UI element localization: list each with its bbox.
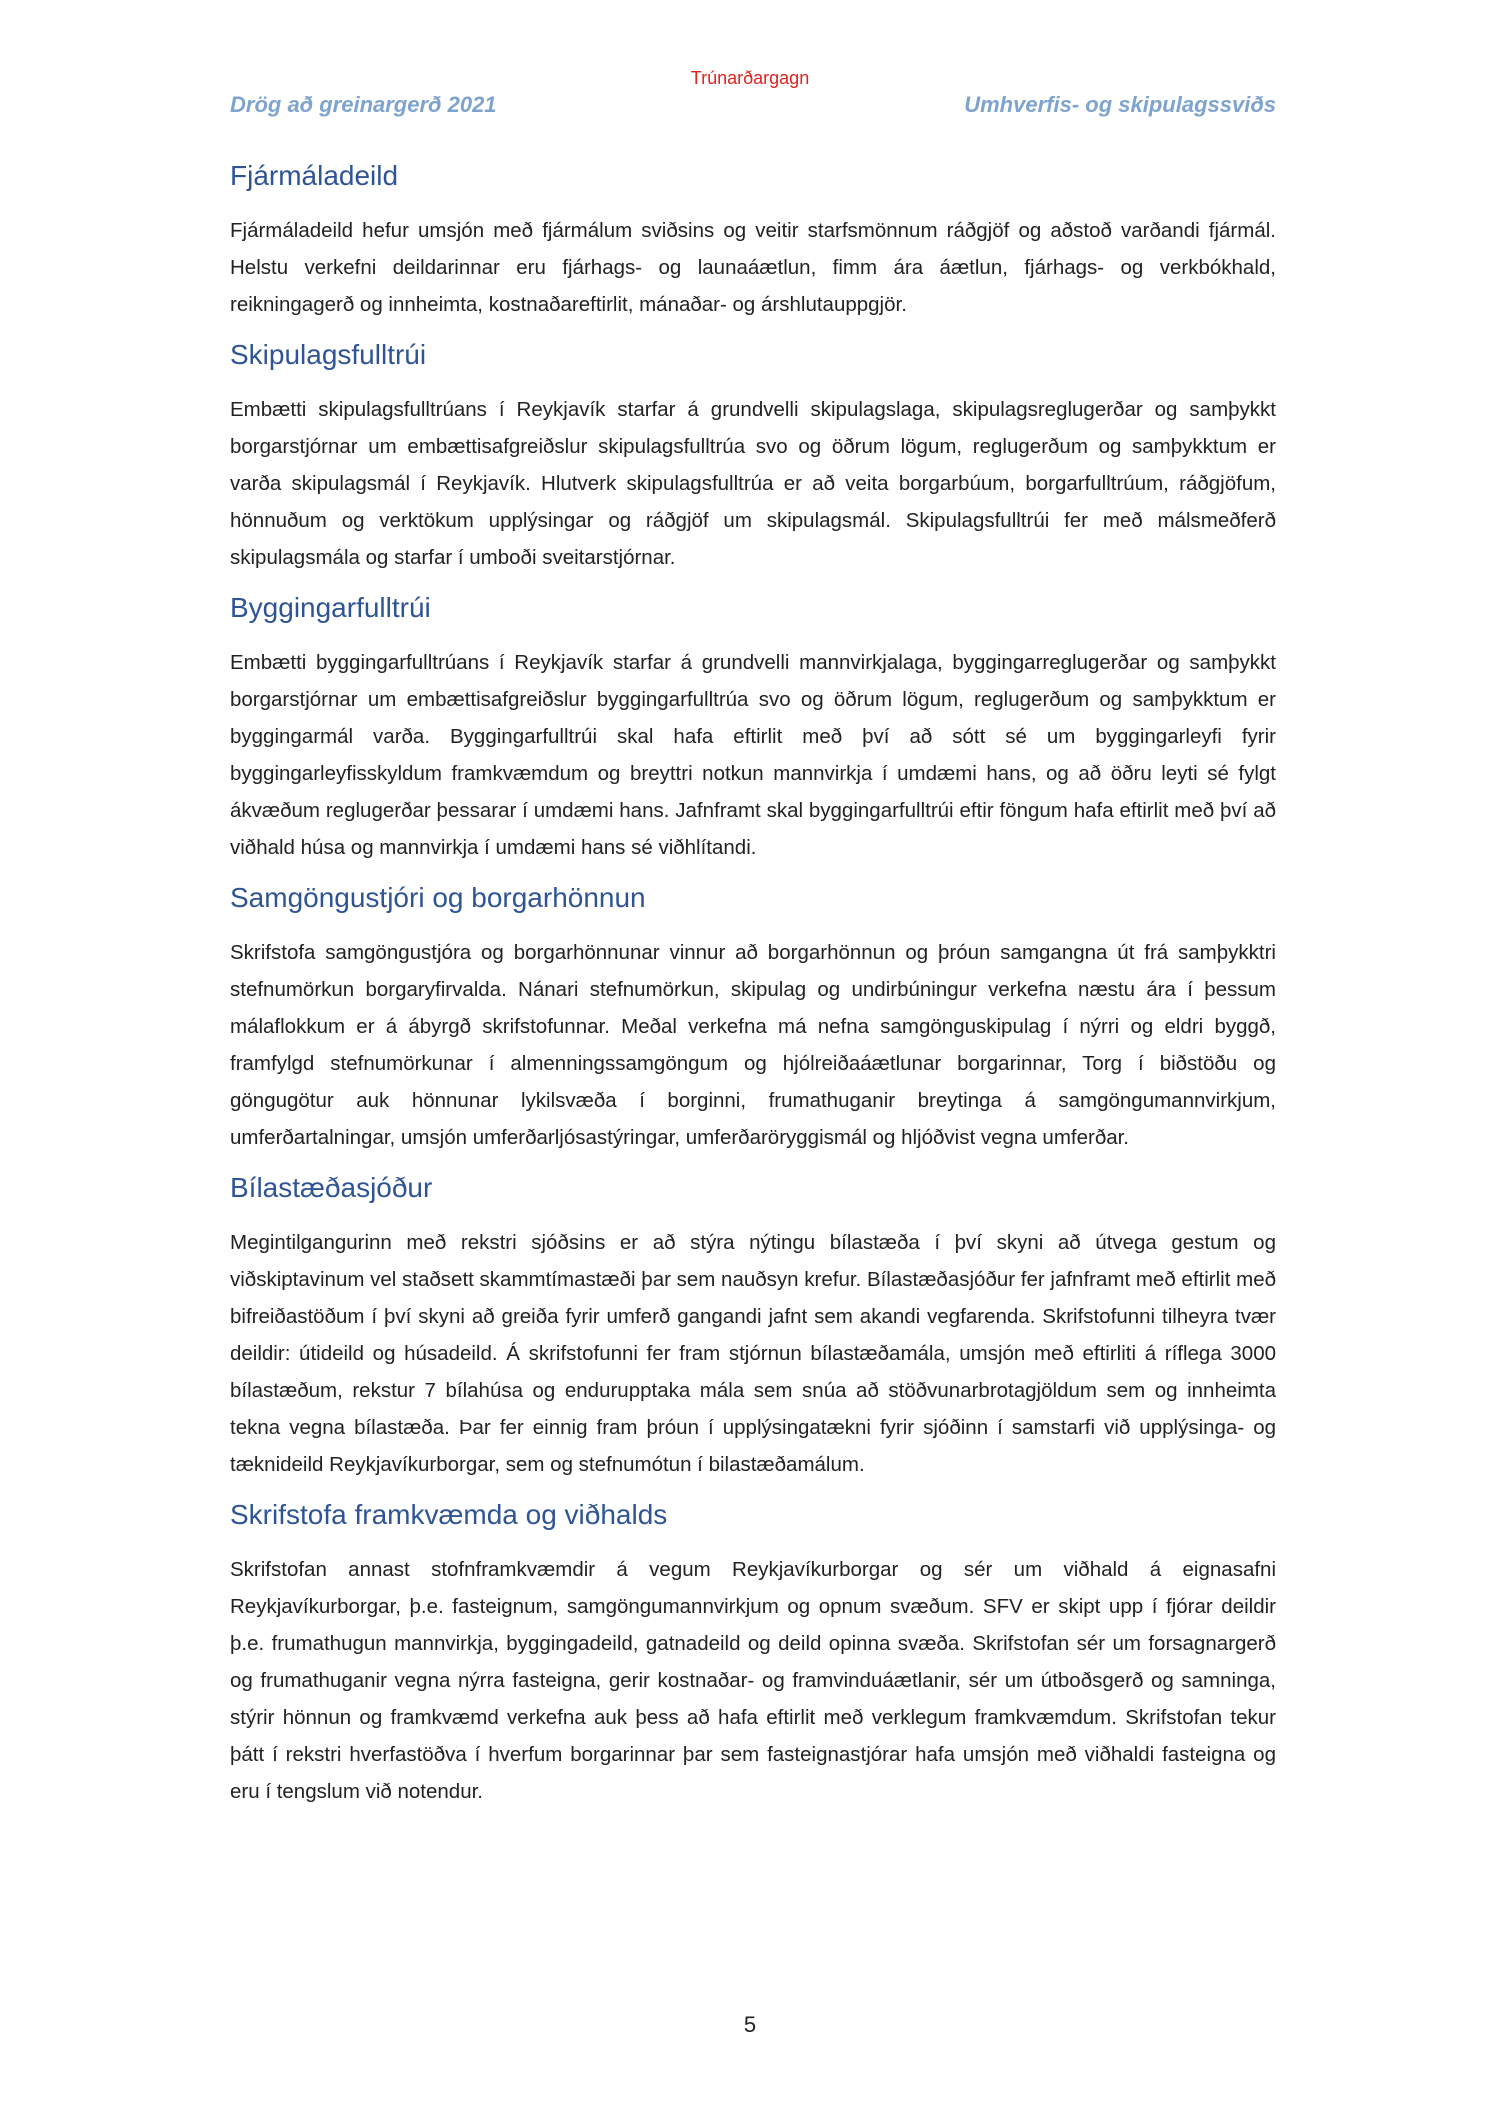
section-heading: Bílastæðasjóður: [230, 1172, 433, 1203]
section-paragraph: Embætti byggingarfulltrúans í Reykjavík starfar á grundvelli mannvirkjalaga, byggingarreglugerðar og samþykkt borgarstjórnar um embættisafgreiðslur byggingarfulltrúa svo og öðrum lögum, reglugerðum og samþykktum er byggingarmál varða. Byggingarfulltrúi skal hafa eftirlit með því að sótt sé um byggingarleyfi fyrir byggingarleyfisskyldum framkvæmdum og breyttri notkun mannvirkja í umdæmi hans, og að öðru leyti sé fylgt ákvæðum reglugerðar þessarar í umdæmi hans. Jafnframt skal byggingarfulltrúi eftir föngum hafa eftirlit með því að viðhald húsa og mannvirkja í umdæmi hans sé viðhlítandi.: [230, 651, 1276, 859]
section-paragraph: Fjármáladeild hefur umsjón með fjármálum sviðsins og veitir starfsmönnum ráðgjöf og aðstoð varðandi fjármál. Helstu verkefni deildarinnar eru fjárhags- og launaáætlun, fimm ára áætlun, fjárhags- og verkbókhald, reikningagerð og innheimta, kostnaðareftirlit, mánaðar- og árshlutauppgjör.: [230, 219, 1276, 316]
section-heading: Samgöngustjóri og borgarhönnun: [230, 882, 646, 913]
page-number: 5: [743, 2012, 757, 2037]
section-byggingarfulltrui: [230, 590, 1276, 866]
section-paragraph: Skrifstofan annast stofnframkvæmdir á vegum Reykjavíkurborgar og sér um viðhald á eignasafni Reykjavíkurborgar, þ.e. fasteignum, samgöngumannvirkjum og opnum svæðum. SFV er skipt upp í fjórar deildir þ.e. frumathugun mannvirkja, byggingadeild, gatnadeild og deild opinna svæða. Skrifstofan sér um forsagnargerð og frumathuganir vegna nýrra fasteigna, gerir kostnaðar- og framvinduáætlanir, sér um útboðsgerð og samninga, stýrir hönnun og framkvæmd verkefna auk þess að hafa eftirlit með verklegum framkvæmdum. Skrifstofan tekur þátt í rekstri hverfastöðva í hverfum borgarinnar þar sem fasteignastjórar hafa umsjón með viðhaldi fasteigna og eru í tengslum við notendur.: [230, 1558, 1276, 1803]
section-heading: Skipulagsfulltrúi: [230, 339, 427, 370]
section-heading: Fjármáladeild: [230, 160, 399, 191]
confidential-label: Trúnarðargagn: [690, 68, 810, 88]
section-paragraph: Embætti skipulagsfulltrúans í Reykjavík starfar á grundvelli skipulagslaga, skipulagsreglugerðar og samþykkt borgarstjórnar um embættisafgreiðslur skipulagsfulltrúa svo og öðrum lögum, reglugerðum og samþykktum er varða skipulagsmál í Reykjavík. Hlutverk skipulagsfulltrúa er að veita borgarbúum, borgarfulltrúum, ráðgjöfum, hönnuðum og verktökum upplýsingar og ráðgjöf um skipulagsmál. Skipulagsfulltrúi fer með málsmeðferð skipulagsmála og starfar í umboði sveitarstjórnar.: [230, 398, 1276, 569]
section-bilastaedasjodur: [230, 1170, 1276, 1483]
document-body: [230, 158, 1276, 1824]
section-paragraph: Skrifstofa samgöngustjóra og borgarhönnunar vinnur að borgarhönnun og þróun samgangna út frá samþykktri stefnumörkun borgaryfirvalda. Nánari stefnumörkun, skipulag og undirbúningur verkefna næstu ára í þessum málaflokkum er á ábyrgð skrifstofunnar. Meðal verkefna má nefna samgönguskipulag í nýrri og eldri byggð, framfylgd stefnumörkunar í almenningssamgöngum og hjólreiðaáætlunar borgarinnar, Torg í biðstöðu og göngugötur auk hönnunar lykilsvæða í borginni, frumathuganir breytinga á samgöngumannvirkjum, umferðartalningar, umsjón umferðarljósastýringar, umferðaröryggismál og hljóðvist vegna umferðar.: [230, 941, 1276, 1149]
section-samgongustjori: [230, 880, 1276, 1156]
section-heading: Byggingarfulltrúi: [230, 592, 431, 623]
page-header: [230, 92, 1276, 118]
header-left-title: Drög að greinargerð 2021: [230, 92, 497, 117]
section-heading: Skrifstofa framkvæmda og viðhalds: [230, 1499, 668, 1530]
section-skrifstofa-framkvaemda: [230, 1497, 1276, 1810]
header-right-title: Umhverfis- og skipulagssviðs: [964, 92, 1276, 117]
section-fjarmaladeild: [230, 158, 1276, 323]
section-skipulagsfulltrui: [230, 337, 1276, 576]
section-paragraph: Megintilgangurinn með rekstri sjóðsins er að stýra nýtingu bílastæða í því skyni að útvega gestum og viðskiptavinum vel staðsett skammtímastæði þar sem nauðsyn krefur. Bílastæðasjóður fer jafnframt með eftirlit með bifreiðastöðum í því skyni að greiða fyrir umferð gangandi jafnt sem akandi vegfarenda. Skrifstofunni tilheyra tvær deildir: útideild og húsadeild. Á skrifstofunni fer fram stjórnun bílastæðamála, umsjón með eftirliti á ríflega 3000 bílastæðum, rekstur 7 bílahúsa og endurupptaka mála sem snúa að stöðvunarbrotagjöldum sem og innheimta tekna vegna bílastæða. Þar fer einnig fram þróun í upplýsingatækni fyrir sjóðinn í samstarfi við upplýsinga- og tæknideild Reykjavíkurborgar, sem og stefnumótun í bilastæðamálum.: [230, 1231, 1276, 1476]
